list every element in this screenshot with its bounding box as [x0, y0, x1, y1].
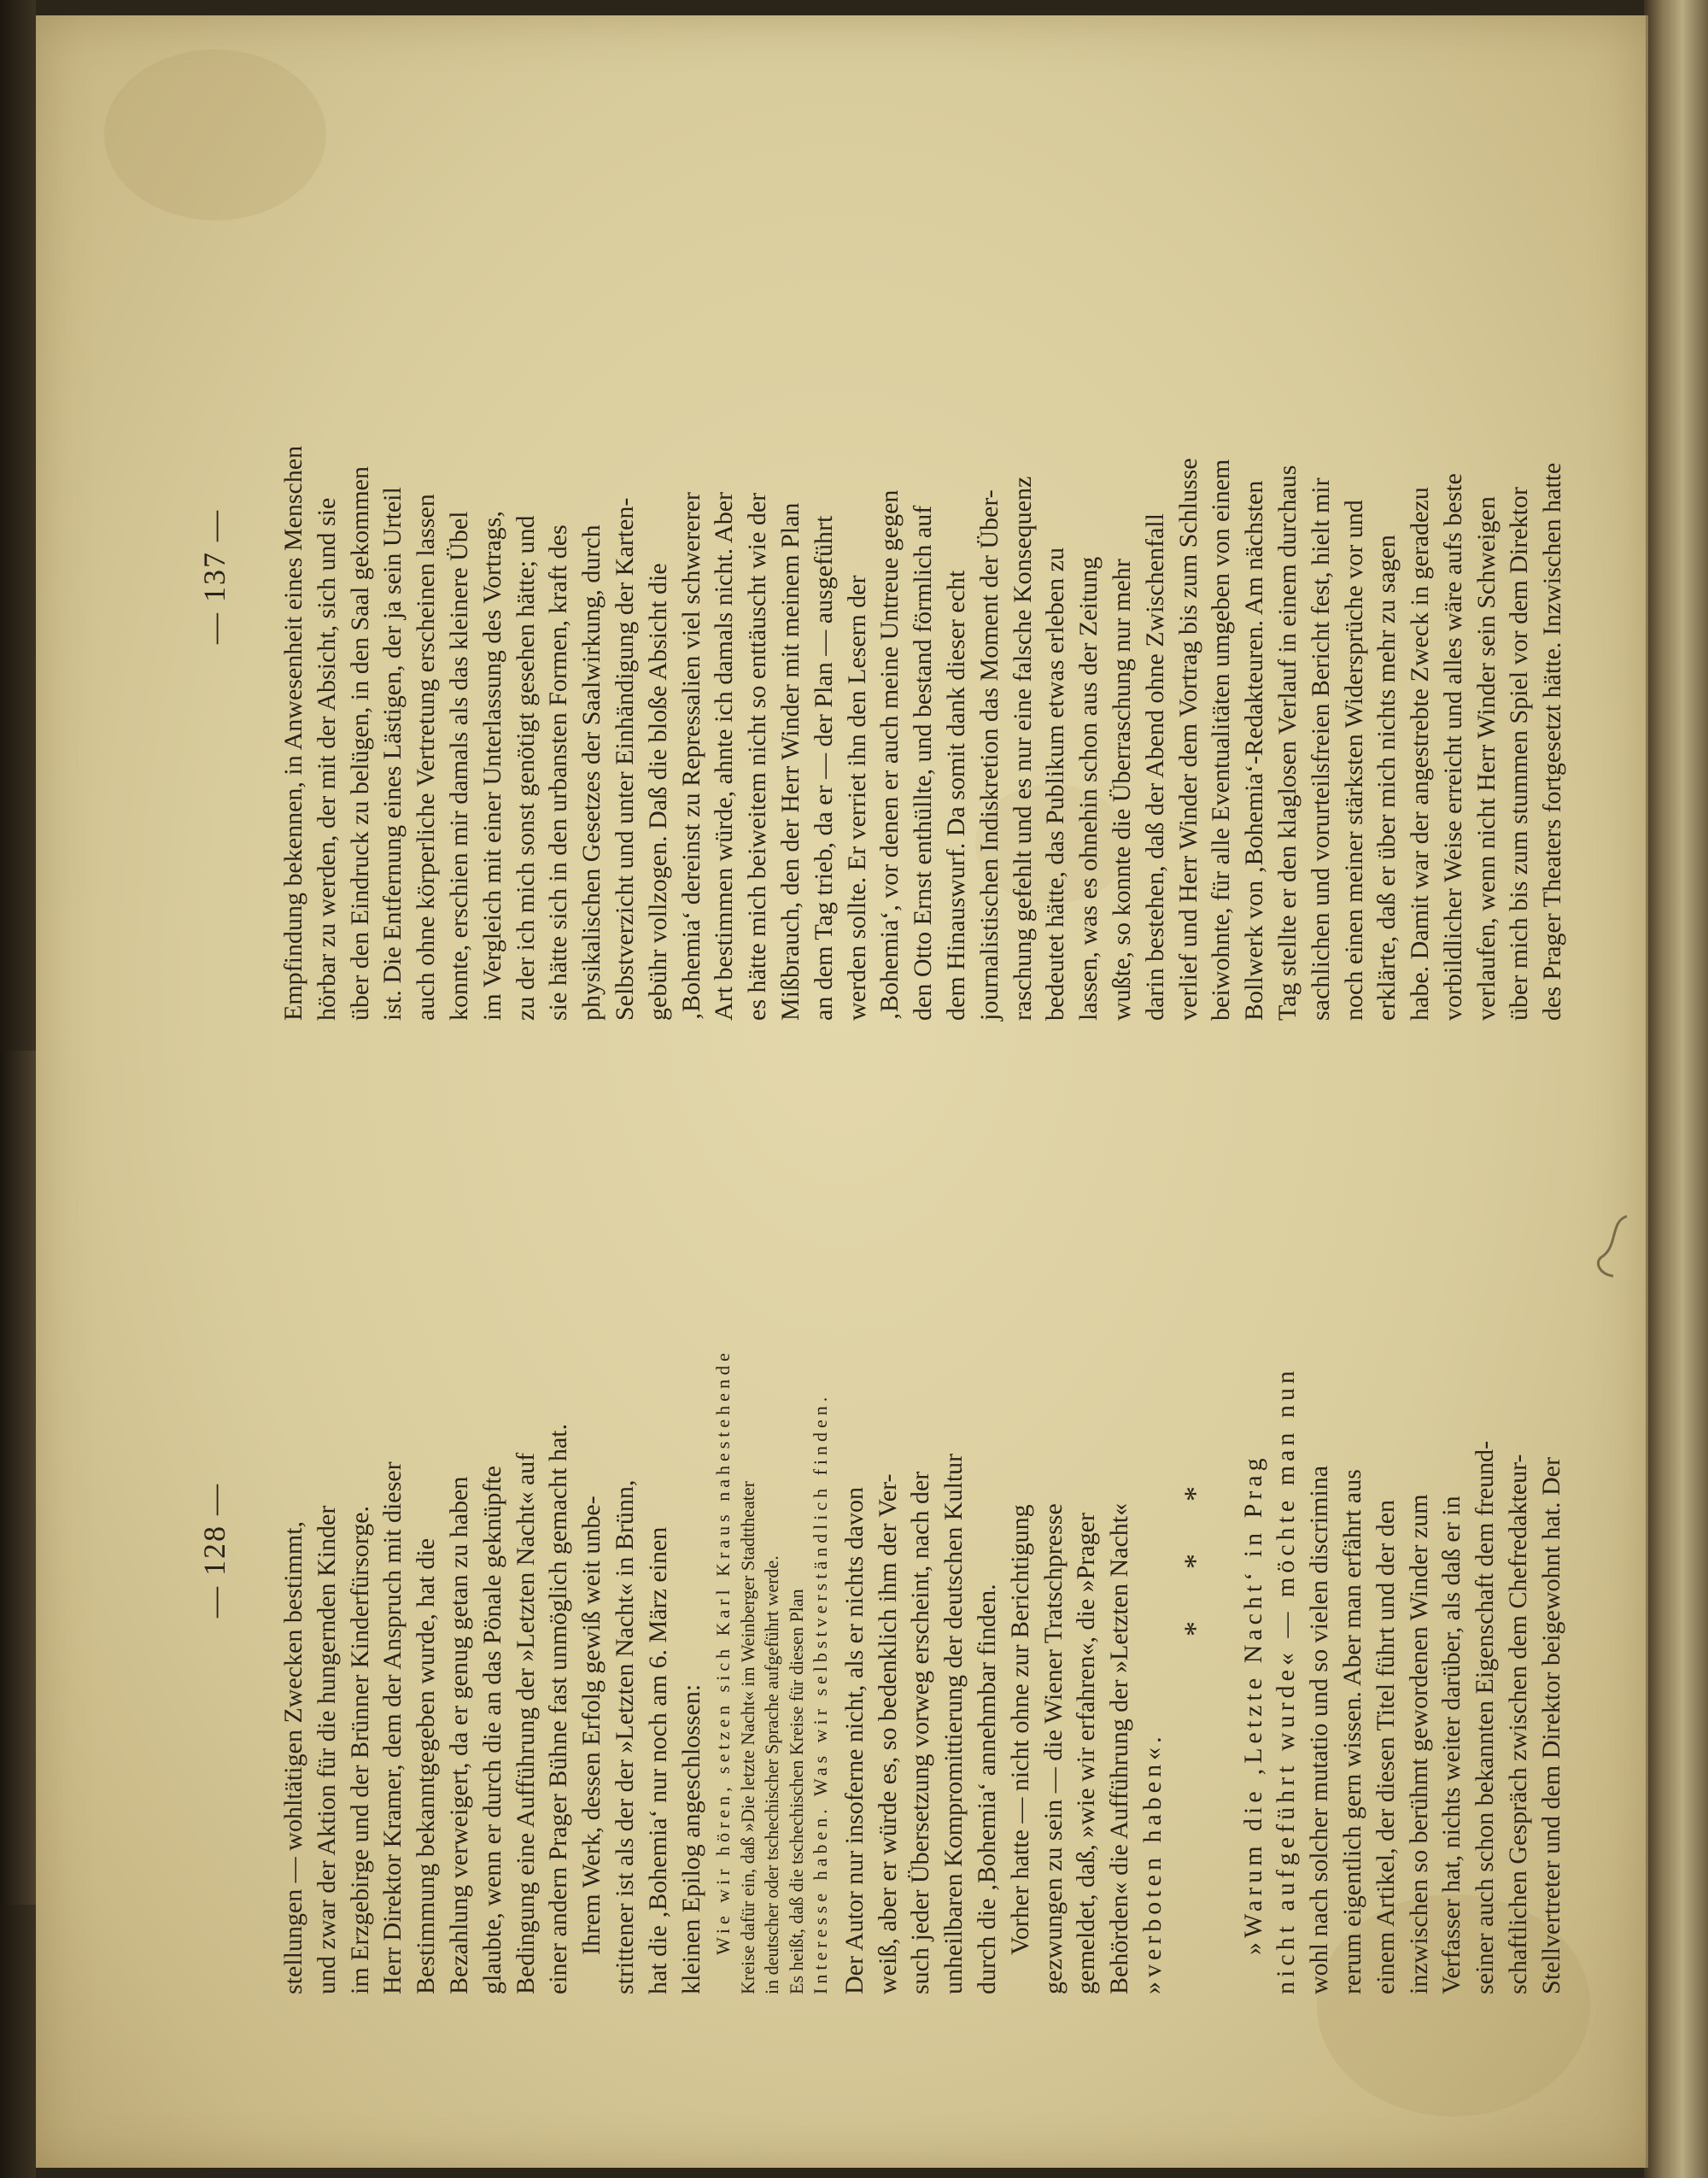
text-line: durch die ‚Bohemia‘ annehmbar finden. — [973, 1584, 1002, 1994]
text-line: einer andern Prager Bühne fast unmöglich gemacht hat. — [544, 1423, 573, 1994]
text-line: hat die ‚Bohemia‘ nur noch am 6. März einen — [643, 1526, 672, 1994]
text-line: »verboten haben«. — [1138, 1732, 1167, 1994]
text-line: weiß, aber er würde es, so bedenklich ihm der Ver- — [873, 1473, 902, 1994]
text-line: darin bestehen, daß der Abend ohne Zwischenfall — [1140, 513, 1169, 1021]
page-137 — [196, 132, 1567, 1021]
text-line: unheilbaren Kompromittierung der deutschen Kultur — [939, 1453, 968, 1994]
text-line: Empfindung bekennen, in Anwesenheit eines Menschen — [279, 445, 307, 1021]
text-line: wohl nach solcher mutatio und so vielen discrimina — [1305, 1465, 1334, 1994]
text-line: such jeder Übersetzung vorweg erscheint, nach der — [906, 1471, 935, 1994]
text-line: Bollwerk von ‚Bohemia‘-Redakteuren. Am nächsten — [1240, 480, 1269, 1021]
text-line: des Prager Theaters fortgesetzt hätte. Inzwischen hatte — [1538, 462, 1567, 1021]
text-line: im Vergleich mit einer Unterlassung des Vortrags, — [477, 511, 506, 1021]
text-line: Bestimmung bekanntgegeben wurde, hat die — [412, 1537, 441, 1994]
text-line: lassen, was es ohnehin schon aus der Zeitung — [1074, 556, 1103, 1021]
text-line: Bezahlung verweigert, da er genug getan zu haben — [444, 1476, 473, 1994]
text-line: wußte, so konnte die Überraschung nur mehr — [1107, 559, 1136, 1021]
text-line: erklärte, daß er über mich nichts mehr zu sagen — [1372, 535, 1401, 1021]
page-number: — 137 — — [197, 509, 231, 644]
text-line: glaubte, wenn er durch die an das Pönale geknüpfte — [477, 1466, 506, 1994]
quote-line: in deutscher oder tschechischer Sprache aufgeführt werde. — [761, 1555, 783, 1994]
text-line: sachlichen und vorurteilsfreien Bericht fest, hielt mir — [1306, 477, 1335, 1021]
text-line: inzwischen so berühmt gewordenen Winder zum — [1404, 1494, 1433, 1994]
text-line: stellungen — wohltätigen Zwecken bestimmt, — [279, 1520, 307, 1994]
text-line: verlief und Herr Winder dem Vortrag bis zum Schlusse — [1173, 458, 1202, 1021]
pencil-mark — [1584, 1213, 1635, 1281]
text-line: Behörden« die Aufführung der »Letzten Nacht« — [1105, 1502, 1134, 1994]
text-line: vorbildlicher Weise erreicht und alles wäre aufs beste — [1438, 473, 1467, 1021]
text-line: Selbstverzicht und unter Einhändigung der Karten- — [610, 497, 639, 1021]
text-line: bedeutet hätte, das Publikum etwas erleben zu — [1041, 547, 1070, 1021]
text-line: hörbar zu werden, der mit der Absicht, sich und sie — [312, 497, 341, 1021]
section-separator: * * * — [1177, 1464, 1212, 1636]
page-128 — [196, 1106, 1565, 1994]
text-line: Ihrem Werk, dessen Erfolg gewiß weit unbe- — [577, 1496, 606, 1955]
text-line: physikalischen Gesetzes der Saalwirkung, durch — [577, 524, 606, 1021]
text-line: auch ohne körperliche Vertretung erscheinen lassen — [412, 494, 441, 1021]
text-line: Tag stellte er den klaglosen Verlauf in einem durchaus — [1272, 465, 1301, 1021]
page-number: — 128 — — [197, 1483, 231, 1618]
text-line: Verfasser hat, nichts weiter darüber, als daß er in — [1437, 1496, 1466, 1994]
scanner-edge-right — [1644, 0, 1708, 2178]
quote-line: Kreise dafür ein, daß »Die letzte Nacht« im Weinberger Stadttheater — [736, 1481, 758, 1994]
text-line: Der Autor nur insoferne nicht, als er nichts davon — [839, 1486, 869, 1994]
text-line: ist. Die Entfernung eines Lästigen, der ja sein Urteil — [378, 487, 407, 1021]
text-line: gemeldet, daß, »wie wir erfahren«, die »Prager — [1072, 1513, 1101, 1994]
text-line: über den Eindruck zu belügen, in den Saal gekommen — [345, 466, 374, 1021]
text-line: beiwohnte, für alle Eventualitäten umgeben von einem — [1207, 459, 1236, 1021]
text-line: über mich bis zum stummen Spiel vor dem Direktor — [1505, 487, 1534, 1021]
text-line: Herr Direktor Kramer, dem der Anspruch mit dieser — [378, 1461, 407, 1994]
rotated-spread — [196, 132, 1567, 1994]
text-line: kleinen Epilog angeschlossen: — [676, 1683, 705, 1994]
text-line: Art bestimmen würde, ahnte ich damals nicht. Aber — [710, 492, 739, 1021]
text-line: Vorher hatte — nicht ohne zur Berichtigung — [1005, 1504, 1034, 1955]
text-line: Mißbrauch, den der Herr Winder mit meinem Plan — [775, 502, 804, 1021]
text-line: seiner auch schon bekannten Eigenschaft dem freund- — [1471, 1440, 1500, 1994]
text-line: ‚Bohemia‘ dereinst zu Repressalien viel schwererer — [676, 492, 705, 1021]
text-line: gebühr vollzogen. Daß die bloße Absicht die — [643, 563, 672, 1021]
text-line: im Erzgebirge und der Brünner Kinderfürsorge. — [345, 1505, 374, 1994]
text-line: einem Artikel, der diesen Titel führt und der den — [1371, 1499, 1400, 1994]
quote-line: Es heißt, daß die tschechischen Kreise für diesen Plan — [785, 1589, 807, 1994]
text-line: raschung gefehlt und es nur eine falsche Konsequenz — [1008, 476, 1037, 1021]
text-line: den Otto Ernst enthüllte, und bestand förmlich auf — [909, 505, 938, 1021]
text-line: »Warum die ‚Letzte Nacht‘ in Prag — [1238, 1454, 1267, 1955]
text-line: ‚Bohemia‘, vor denen er auch meine Untreue gegen — [875, 489, 904, 1021]
text-line: konnte, erschien mir damals als das kleinere Übel — [444, 511, 473, 1021]
text-line: Bedingung eine Aufführung der »Letzten Nacht« auf — [511, 1452, 540, 1994]
text-line: zu der ich mich sonst genötigt gesehen hätte; und — [511, 515, 540, 1021]
text-line: nicht aufgeführt wurde« — möchte man nun — [1272, 1367, 1301, 1994]
text-line: journalistischen Indiskretion das Moment der Über- — [974, 489, 1003, 1021]
text-column — [278, 132, 1570, 1021]
quote-line: Wie wir hören, setzen sich Karl Kraus nahestehende — [712, 1349, 734, 1955]
text-line: und zwar der Aktion für die hungernden Kinder — [312, 1505, 341, 1994]
text-line: werden sollte. Er verriet ihn den Lesern der — [842, 575, 871, 1021]
text-line: sie hätte sich in den urbansten Formen, kraft des — [544, 524, 573, 1021]
text-line: an dem Tag trieb, da er — der Plan — ausgeführt — [809, 515, 838, 1021]
text-column — [278, 1106, 1569, 1994]
text-line: es hätte mich beiweitem nicht so enttäuscht wie der — [743, 492, 772, 1021]
text-line: rerum eigentlich gern wissen. Aber man erfährt aus — [1338, 1469, 1367, 1994]
quoted-notice — [711, 1106, 834, 1994]
text-line: Stellvertreter und dem Direktor beigewohnt hat. Der — [1536, 1457, 1565, 1994]
text-line: strittener ist als der der »Letzten Nacht« in Brünn, — [610, 1479, 639, 1994]
text-line: schaftlichen Gespräch zwischen dem Chefredakteur- — [1504, 1454, 1532, 1994]
text-line: verlaufen, wenn nicht Herr Winder sein Schweigen — [1471, 496, 1500, 1021]
text-line: dem Hinauswurf. Da somit dank dieser echt — [941, 570, 970, 1021]
text-line: noch einen meiner stärksten Widersprüche vor und — [1339, 500, 1368, 1021]
quote-line: Interesse haben. Was wir selbstverständlich finden. — [810, 1392, 832, 1994]
text-line: gezwungen zu sein — die Wiener Tratschpresse — [1038, 1503, 1068, 1994]
text-line: habe. Damit war der angestrebte Zweck in geradezu — [1406, 487, 1435, 1021]
